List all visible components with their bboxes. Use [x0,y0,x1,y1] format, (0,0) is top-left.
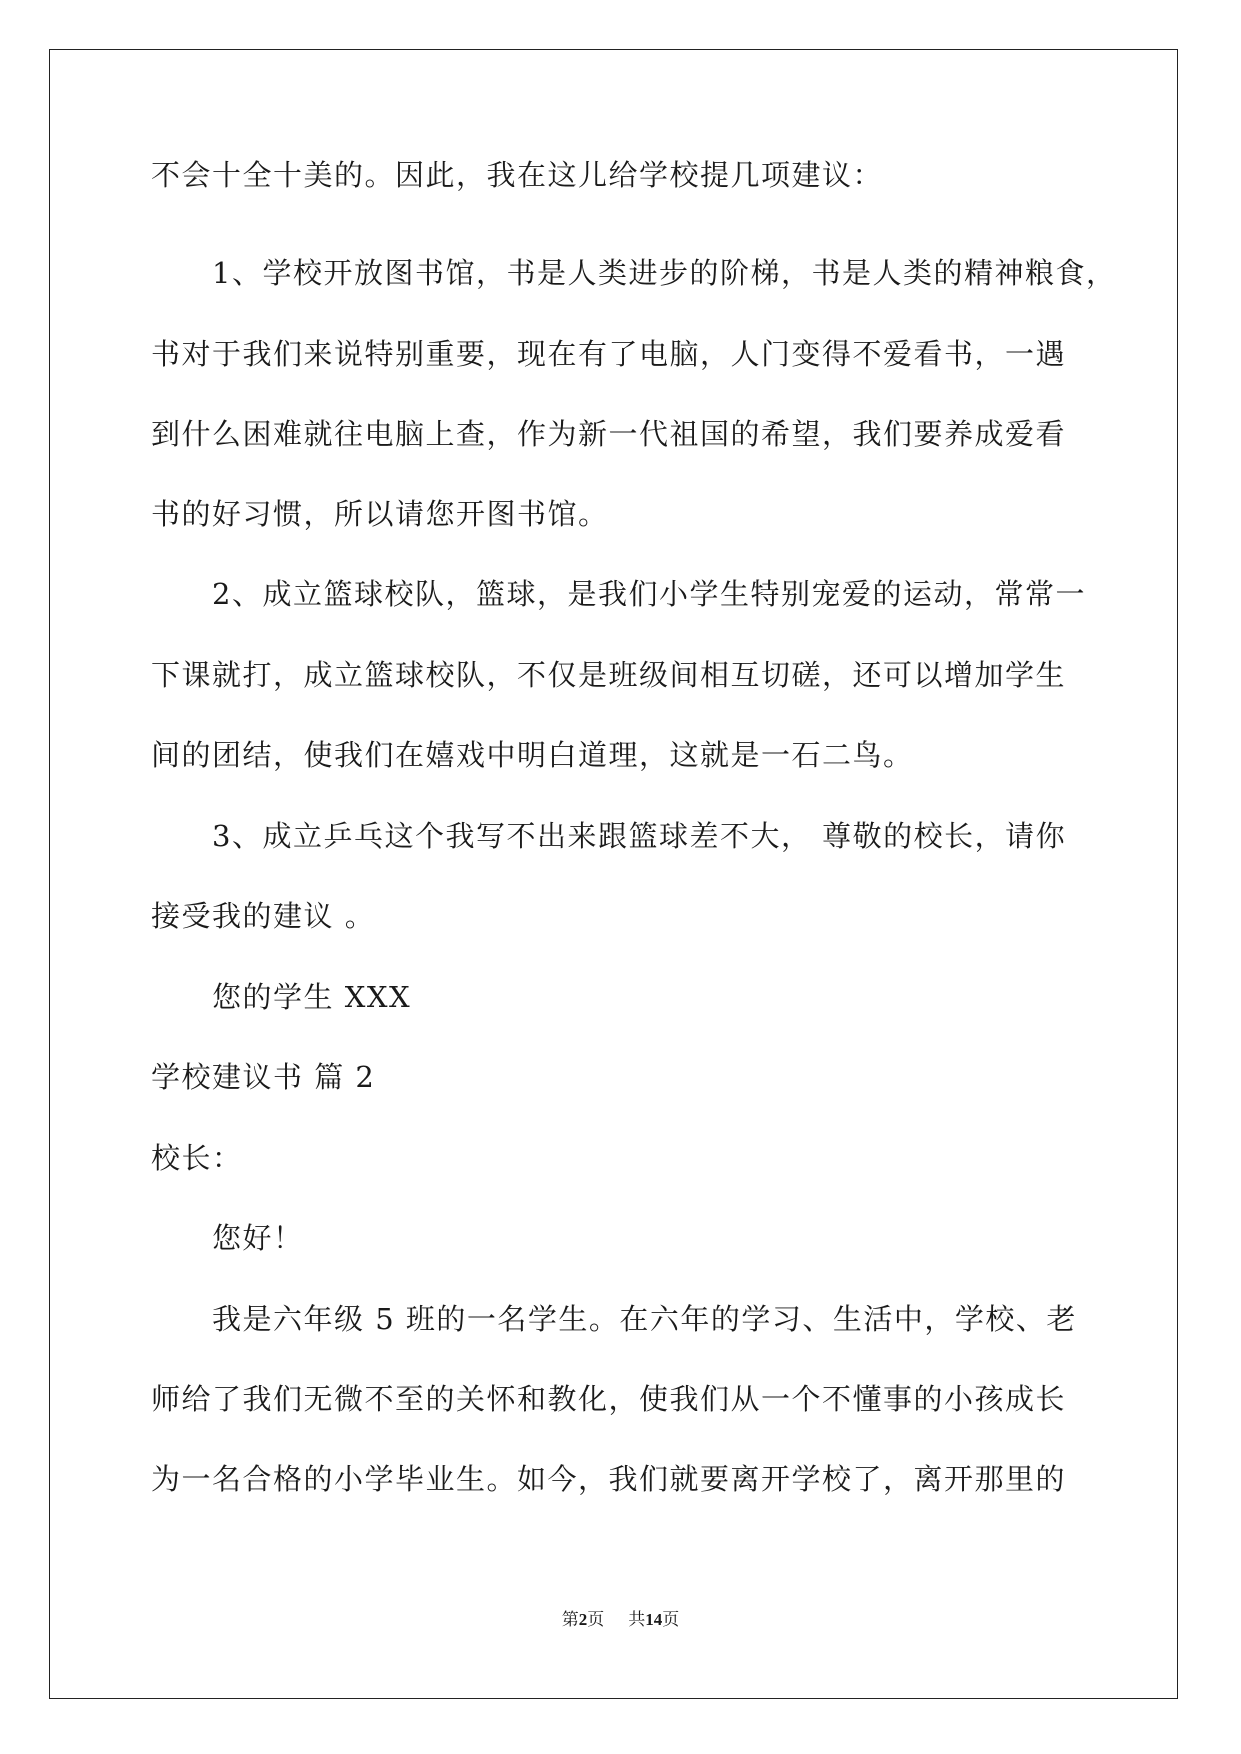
text-line: 间的团结，使我们在嬉戏中明白道理，这就是一石二鸟。 [151,738,914,772]
page-footer [0,1609,1241,1631]
text-line: 为一名合格的小学毕业生。如今，我们就要离开学校了，离开那里的 [151,1462,1067,1496]
footer-page-unit: 页 [587,1610,605,1630]
text-line: 3、成立乒乓这个我写不出来跟篮球差不大， 尊敬的校长，请你 [212,819,1067,853]
text-line: 不会十全十美的。因此，我在这儿给学校提几项建议： [151,158,884,192]
salutation: 校长： [151,1141,243,1175]
greeting: 您好！ [212,1221,304,1255]
section-heading: 学校建议书 篇 2 [151,1060,376,1094]
text-line: 师给了我们无微不至的关怀和教化，使我们从一个不懂事的小孩成长 [151,1382,1067,1416]
footer-total-prefix: 共 [628,1610,646,1630]
total-page-count: 14 [645,1610,663,1629]
signature-line: 您的学生 XXX [212,980,412,1014]
current-page-number: 2 [578,1610,588,1629]
text-line: 书对于我们来说特别重要，现在有了电脑，人门变得不爱看书，一遇 [151,337,1067,371]
text-line: 2、成立篮球校队，篮球，是我们小学生特别宠爱的运动，常常一 [212,577,1086,611]
text-line: 下课就打，成立篮球校队，不仅是班级间相互切磋，还可以增加学生 [151,658,1067,692]
text-line: 书的好习惯，所以请您开图书馆。 [151,497,609,531]
page-border [49,49,1178,1699]
text-line: 到什么困难就往电脑上查，作为新一代祖国的希望，我们要养成爱看 [151,417,1067,451]
text-line: 我是六年级 5 班的一名学生。在六年的学习、生活中，学校、老 [212,1302,1077,1336]
text-line: 接受我的建议 。 [151,899,376,933]
text-line: 1、学校开放图书馆，书是人类进步的阶梯，书是人类的精神粮食， [212,256,1117,290]
footer-prefix: 第 [561,1610,579,1630]
footer-total-unit: 页 [662,1610,680,1630]
